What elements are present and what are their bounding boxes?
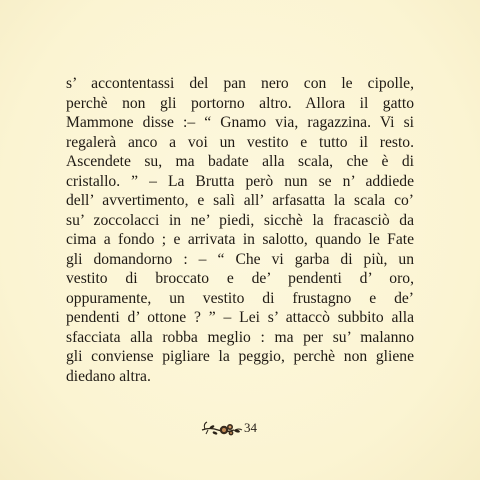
- text-line: cima a fondo ; e arrivata in salotto, quando le Fate: [66, 231, 414, 248]
- body-text: [66, 74, 414, 386]
- text-line: regalerà anco a voi un vestito e tutto il resto.: [66, 133, 414, 151]
- text-line: sfacciata alla robba meglio : ma per su’ malanno: [66, 328, 414, 346]
- text-line: Mammone disse :– “ Gnamo via, ragazzina. Vi si: [66, 114, 414, 131]
- text-line: oppuramente, un vestito di frustagno e de’: [66, 289, 414, 307]
- text-line: gli domandorno : – “ Che vi garba di più, un: [66, 250, 414, 268]
- text-line: gli conviense pigliare la peggio, perchè non gliene: [66, 348, 414, 365]
- text-line: cristallo. ” – La Brutta però nun se n’ addiede: [66, 172, 414, 190]
- text-line: perchè non gli portorno altro. Allora il gatto: [66, 94, 414, 112]
- page-number: 34: [244, 420, 257, 435]
- text-line: Ascendete su, ma badate alla scala, che è di: [66, 153, 414, 170]
- floral-branch-icon: [200, 418, 244, 442]
- text-line: s’ accontentassi del pan nero con le cipolle,: [66, 75, 414, 92]
- text-line: pendenti d’ ottone ? ” – Lei s’ attaccò subbito alla: [66, 309, 414, 326]
- text-line-last: diedano altra.: [66, 367, 151, 385]
- text-line: vestito di broccato e de’ pendenti d’ oro,: [66, 270, 414, 287]
- page-footer: [0, 418, 480, 442]
- text-line: su’ zoccolacci in ne’ piedi, sicchè la fracasciò da: [66, 211, 414, 229]
- text-line: dell’ avvertimento, e salì all’ arfasatta la scala co’: [66, 192, 414, 209]
